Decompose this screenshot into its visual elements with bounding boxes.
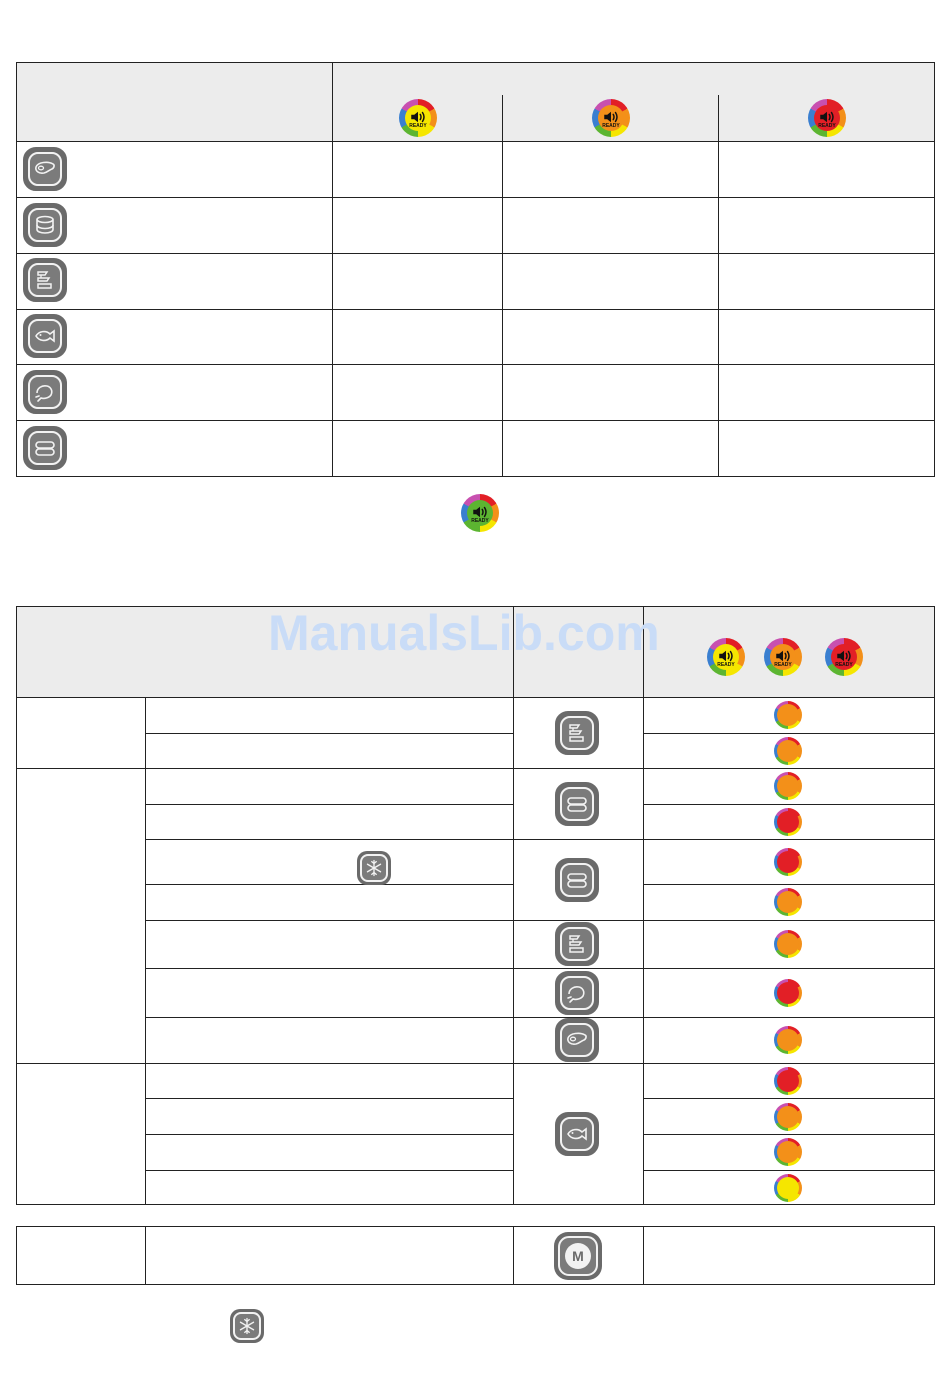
level-dot-orange	[774, 701, 802, 729]
manual-mode-label: M	[565, 1243, 591, 1269]
manual-mode-icon	[554, 1232, 602, 1280]
sausage-icon	[555, 782, 599, 826]
level-dot-orange	[774, 1026, 802, 1054]
table1-header	[17, 63, 934, 141]
ready-badge-green	[461, 494, 499, 532]
ready-badge-orange	[592, 99, 630, 137]
ready-badge-orange	[764, 638, 802, 676]
ready-badge-yellow	[399, 99, 437, 137]
ready-label: READY	[602, 123, 620, 129]
sandwich-icon	[555, 711, 599, 755]
fish-icon	[555, 1112, 599, 1156]
sandwich-icon	[23, 258, 67, 302]
level-dot-orange	[774, 737, 802, 765]
burger-icon	[23, 203, 67, 247]
ready-label: READY	[471, 518, 489, 524]
level-dot-red	[774, 808, 802, 836]
sausage-icon	[23, 426, 67, 470]
ready-label: READY	[835, 662, 853, 668]
ready-label: READY	[717, 662, 735, 668]
snowflake-icon	[357, 851, 391, 885]
level-dot-orange	[774, 1138, 802, 1166]
level-dot-red	[774, 1067, 802, 1095]
watermark: ManualsLib.com	[268, 605, 660, 661]
level-dot-orange	[774, 1103, 802, 1131]
snowflake-footnote-icon	[230, 1309, 264, 1343]
steak-icon	[555, 1018, 599, 1062]
chicken-icon	[555, 971, 599, 1015]
level-dot-orange	[774, 888, 802, 916]
ready-label: READY	[818, 123, 836, 129]
level-dot-red	[774, 979, 802, 1007]
sandwich-icon	[555, 922, 599, 966]
level-dot-orange	[774, 930, 802, 958]
fish-icon	[23, 314, 67, 358]
steak-icon	[23, 147, 67, 191]
ready-label: READY	[409, 123, 427, 129]
ready-label: READY	[774, 662, 792, 668]
ready-badge-yellow	[707, 638, 745, 676]
level-dot-orange	[774, 772, 802, 800]
level-dot-yellow	[774, 1174, 802, 1202]
sausage-icon	[555, 858, 599, 902]
level-dot-red	[774, 848, 802, 876]
ready-badge-red	[808, 99, 846, 137]
chicken-icon	[23, 370, 67, 414]
ready-badge-red	[825, 638, 863, 676]
